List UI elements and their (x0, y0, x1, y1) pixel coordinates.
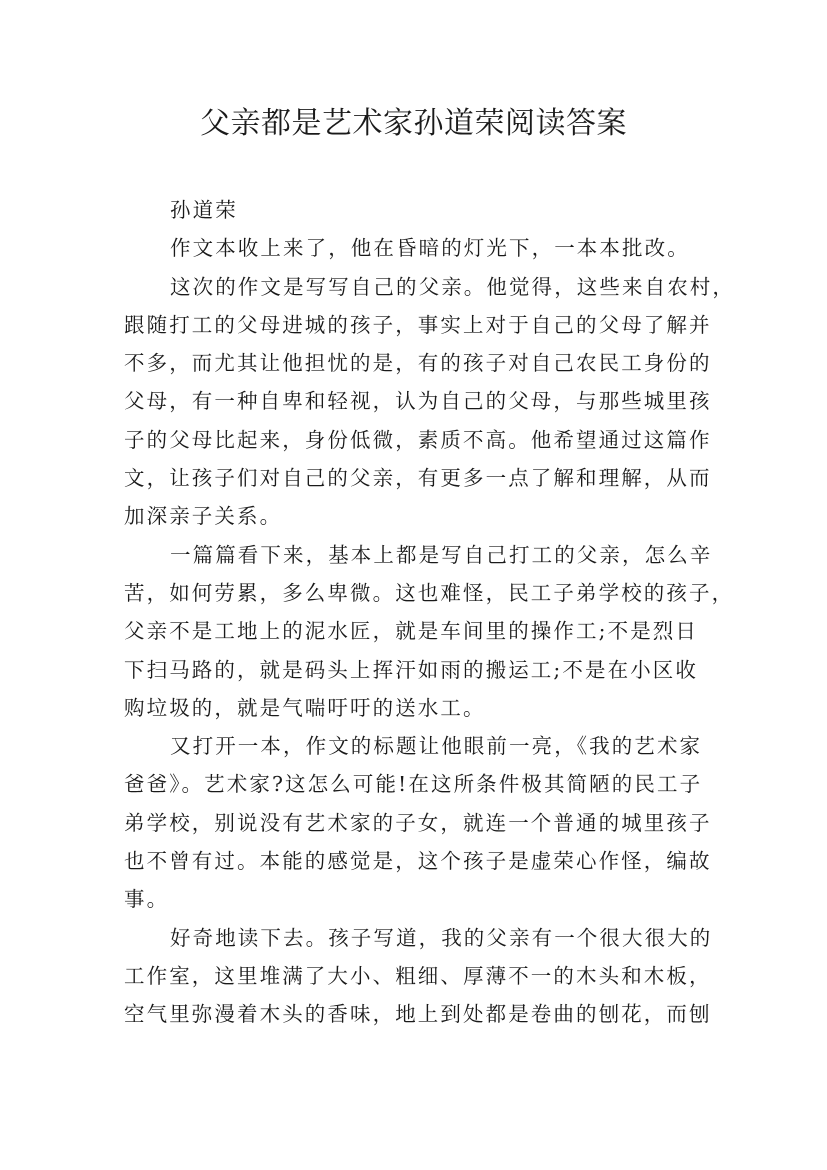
document-title: 父亲都是艺术家孙道荣阅读答案 (200, 106, 627, 141)
body-text-line: 空气里弥漫着木头的香味，地上到处都是卷曲的刨花，而刨 (124, 1002, 712, 1027)
body-text-line: 这次的作文是写写自己的父亲。他觉得，这些来自农村， (170, 274, 735, 299)
body-text-line: 加深亲子关系。 (124, 504, 283, 529)
body-text-line: 购垃圾的，就是气喘吁吁的送水工。 (124, 695, 486, 720)
body-text-line: 不多，而尤其让他担忧的是，有的孩子对自己农民工身份的 (124, 351, 712, 376)
body-text-line: 事。 (124, 887, 170, 912)
body-text-line: 下扫马路的，就是码头上挥汗如雨的搬运工;不是在小区收 (124, 657, 699, 682)
body-text-line: 弟学校，别说没有艺术家的子女，就连一个普通的城里孩子 (124, 810, 712, 835)
body-text-line: 文，让孩子们对自己的父亲，有更多一点了解和理解，从而 (124, 466, 712, 491)
document-body (124, 191, 735, 1034)
body-text-line: 好奇地读下去。孩子写道，我的父亲有一个很大很大的 (170, 925, 713, 950)
body-text-line: 孙道荣 (170, 198, 238, 222)
body-text-line: 跟随打工的父母进城的孩子，事实上对于自己的父母了解并 (124, 312, 712, 337)
body-text-line: 父母，有一种自卑和轻视，认为自己的父母，与那些城里孩 (124, 389, 712, 414)
body-text-line: 工作室，这里堆满了大小、粗细、厚薄不一的木头和木板， (124, 963, 712, 988)
body-text-line: 父亲不是工地上的泥水匠，就是车间里的操作工;不是烈日 (124, 619, 699, 644)
body-text-line: 子的父母比起来，身份低微，素质不高。他希望通过这篇作 (124, 427, 712, 452)
body-text-line: 一篇篇看下来，基本上都是写自己打工的父亲，怎么辛 (170, 542, 713, 567)
body-text-line: 苦，如何劳累，多么卑微。这也难怪，民工子弟学校的孩子， (124, 580, 735, 605)
body-text-line: 爸爸》。艺术家?这怎么可能!在这所条件极其简陋的民工子 (124, 772, 703, 797)
body-text-line: 也不曾有过。本能的感觉是，这个孩子是虚荣心作怪，编故 (124, 849, 712, 874)
body-text-line: 作文本收上来了，他在昏暗的灯光下，一本本批改。 (170, 236, 690, 261)
body-text-line: 又打开一本，作文的标题让他眼前一亮，《我的艺术家 (170, 734, 703, 759)
